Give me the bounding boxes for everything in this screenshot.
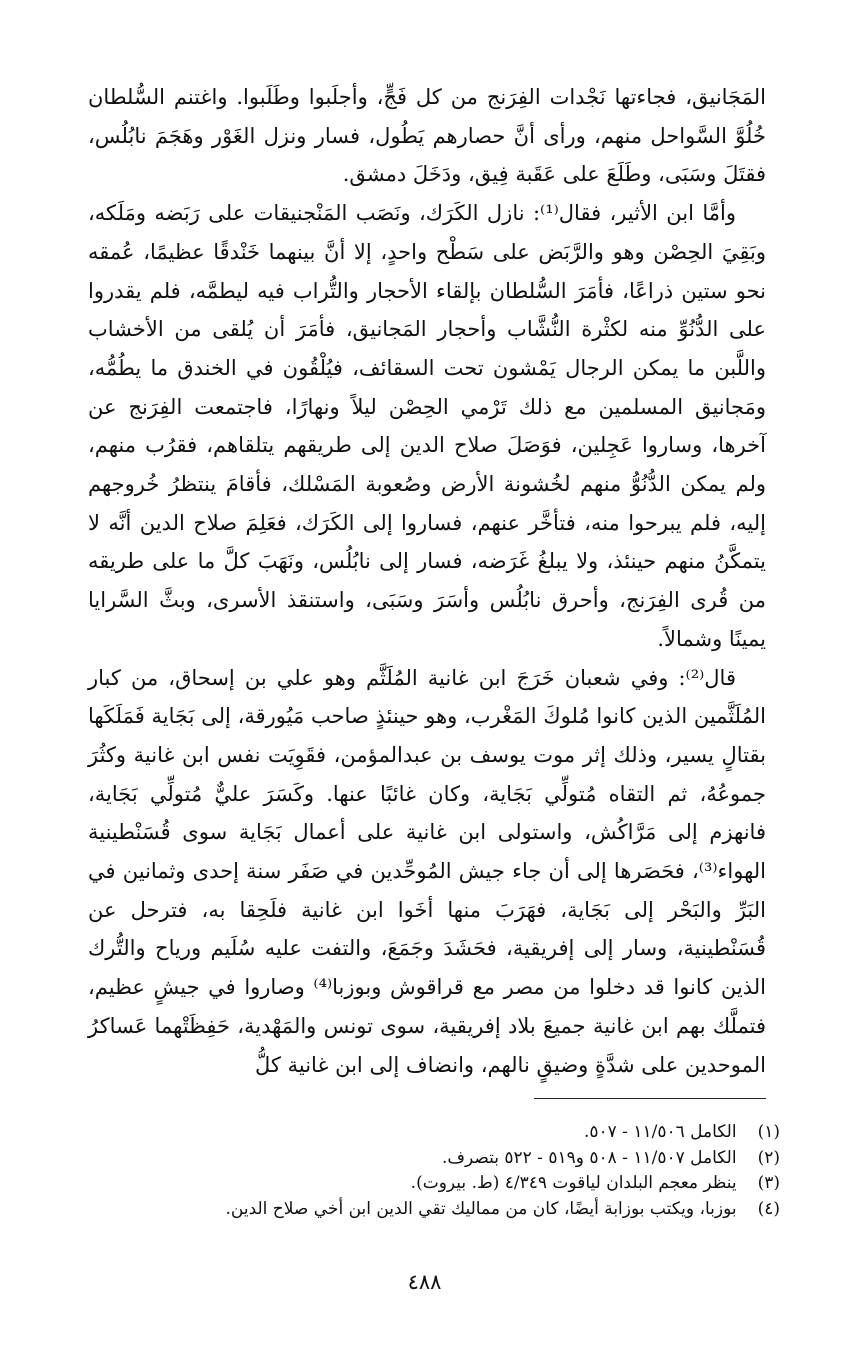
footnotes xyxy=(100,1120,780,1222)
footnote-1 xyxy=(100,1120,780,1146)
footnote-number: (٤) xyxy=(757,1198,780,1219)
page-number: ٤٨٨ xyxy=(407,1270,442,1294)
footnote-3 xyxy=(100,1171,780,1197)
footnote-2 xyxy=(100,1146,780,1172)
paragraph-3: قال⁽²⁾: وفي شعبان خَرَجَ ابن غانية المُلَثَّم وهو علي بن إسحاق، من كبار المُلَثَّمين الذين كانوا مُلوكَ المَغْرب، وهو حينئذٍ صاحب مَيُورقة، إلى بَجَاية فَمَلَكَها بقتالٍ يسير، وذلك إثر موت يوسف بن عبدالمؤمن، فقَوِيَت نفس ابن غانية وكثُرَ جموعُهُ، ثم التقاه مُتولِّي بَجَاية، وكان غائبًا عنها. وكَسَرَ عليٌّ مُتولِّي بَجَاية، فانهزم إلى مَرَّاكُش، واستولى ابن غانية على أعمال بَجَاية سوى قُسَنْطينية الهواء⁽³⁾، فحَصَرها إلى أن جاء جيش المُوحِّدين في صَفَر سنة إحدى وثمانين في البَرِّ والبَحْر إلى بَجَاية، فهَرَبَ منها أخَوا ابن غانية فلَحِقا به، فترحل عن قُسَنْطينية، وسار إلى إفريقية، فحَشَدَ وجَمَعَ، والتفت عليه سُلَيم ورياح والتُّرك الذين كانوا قد دخلوا من مصر مع قراقوش وبوزبا⁽⁴⁾ وصاروا في جيشٍ عظيم، فتملَّك بهم ابن غانية جميعَ بلاد إفريقية، سوى تونس والمَهْدية، حَفِظَتْهما عَساكرُ الموحدين على شدَّةٍ وضيقٍ نالهم، وانضاف إلى ابن غانية كلُّ xyxy=(88,665,766,1077)
footnote-text: الكامل ١١/٥٠٧ - ٥٠٨ و٥١٩ - ٥٢٢ بتصرف. xyxy=(441,1147,737,1168)
footnote-4 xyxy=(100,1197,780,1223)
footnote-text: الكامل ١١/٥٠٦ - ٥٠٧. xyxy=(583,1122,737,1142)
paragraph-2: وأمَّا ابن الأثير، فقال⁽¹⁾: نازل الكَرَك، ونَصَب المَنْجنيقات على رَبَضه ومَلَكه، وبَقِيَ الحِصْن وهو والرَّبَض على سَطْح واحدٍ، إلا أنَّ بينهما خَنْدقًا عظيمًا، عُمقه نحو ستين ذراعًا، فأمَرَ السُّلطان بإلقاء الأحجار والتُّراب فيه ليطمَّه، فلم يقدروا على الدُّنُوِّ منه لكثْرة النُّشَّاب وأحجار المَجانيق، فأمَرَ أن يُلقى من الأخشاب واللَّبن ما يمكن الرجال يَمْشون تحت السقائف، فيُلْقُون في الخندق ما يطُمُّه، ومَجانيق المسلمين مع ذلك تَرْمي الحِصْن ليلاً ونهارًا، فاجتمعت الفِرَنج عن آخرها، وساروا عَجِلين، فوَصَلَ صلاح الدين إلى طريقهم يتلقاهم، فقرُب منهم، ولم يمكن الدُّنُوُّ منهم لخُشونة الأرض وصُعوبة المَسْلك، فأقامَ ينتظرُ خُروجهم إليه، فلم يبرحوا منه، فتأخَّر عنهم، فساروا إلى الكَرَك، فعَلِمَ صلاح الدين أنَّه لا يتمكَّنُ منهم حينئذ، ولا يبلغُ غَرَضه، فسار إلى نابُلُس، ونَهَبَ كلَّ ما على طريقه من قُرى الفِرَنج، وأحرق نابُلُس وأسَرَ وسَبَى، واستنقذ الأسرى، وبثَّ السَّرايا يمينًا وشمالاً. xyxy=(88,201,767,651)
main-text xyxy=(88,78,766,1084)
footnote-number: (٢) xyxy=(757,1147,780,1168)
footnote-number: (١) xyxy=(757,1122,780,1142)
footnote-text: بوزبا، ويكتب بوزابة أيضًا، كان من مماليك تقي الدين ابن أخي صلاح الدين. xyxy=(225,1198,737,1219)
footnote-text: ينظر معجم البلدان لياقوت ٤/٣٤٩ (ط. بيروت). xyxy=(410,1173,737,1193)
footnote-number: (٣) xyxy=(757,1173,780,1193)
footnote-divider xyxy=(534,1098,766,1099)
paragraph-1: المَجَانيق، فجاءتها نَجْدات الفِرَنج من كل فَجٍّ، وأجلَبوا وطَلَبوا. واغتنم السُّلطان خُلُوَّ السَّواحل منهم، ورأى أنَّ حصارهم يَطُول، فسار ونزل الغَوْر وهَجَمَ نابُلُس، فقتَلَ وسَبَى، وطَلَعَ على عَقَبة فِيق، ودَخَلَ دمشق. xyxy=(88,85,766,187)
